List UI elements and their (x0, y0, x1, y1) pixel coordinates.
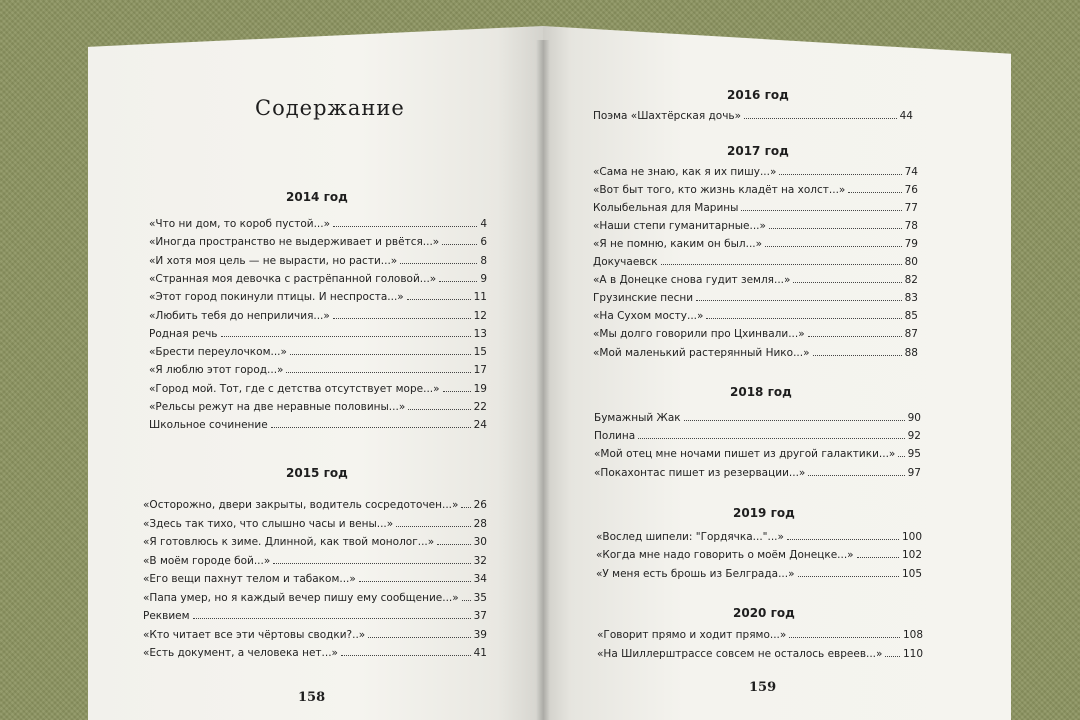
toc-entry-title: «Мы долго говорили про Цхинвали...» (593, 328, 805, 341)
dot-leader (798, 565, 899, 577)
dot-leader (684, 409, 905, 421)
toc-entry-title: «Наши степи гуманитарные...» (593, 220, 766, 233)
dot-leader (769, 217, 902, 229)
dot-leader (744, 107, 897, 119)
year-heading: 2016 год (727, 88, 789, 102)
toc-entry (149, 398, 487, 414)
toc-entry-title: «И хотя моя цель — не вырасти, но расти...» (149, 254, 398, 267)
toc-entry-title: «Когда мне надо говорить о моём Донецке...» (596, 549, 854, 562)
toc-entry-title: Реквием (143, 610, 190, 622)
toc-entry (149, 233, 487, 249)
toc-entry (594, 427, 921, 443)
toc-entry (149, 380, 487, 396)
dot-leader (273, 552, 470, 564)
dot-leader (789, 626, 900, 638)
toc-entry-title: «Странная моя девочка с растрёпанной головой...» (149, 272, 437, 285)
toc-entry-page: 26 (473, 499, 487, 511)
toc-entry-page: 83 (904, 292, 918, 305)
toc-entry-page: 77 (904, 202, 918, 215)
dot-leader (439, 270, 477, 282)
toc-entry-page: 110 (902, 647, 923, 660)
dot-leader (437, 533, 470, 545)
toc-entry-title: «Сама не знаю, как я их пишу...» (593, 166, 777, 178)
dot-leader (706, 307, 901, 319)
toc-entry-page: 41 (473, 647, 487, 659)
year-heading: 2020 год (733, 606, 795, 620)
toc-entry-page: 87 (904, 328, 918, 341)
dot-leader (359, 570, 471, 582)
toc-entry-page: 92 (907, 430, 921, 443)
toc-entry (593, 199, 918, 215)
toc-entry-page: 88 (904, 346, 918, 359)
toc-entry-page: 19 (473, 382, 487, 395)
dot-leader (813, 344, 902, 356)
toc-entry-page: 95 (907, 448, 921, 461)
dot-leader (787, 528, 899, 540)
toc-entry (143, 607, 487, 623)
toc-entry-title: «Я люблю этот город...» (149, 364, 284, 377)
toc-entry-title: «Мой отец мне ночами пишет из другой галактики...» (594, 448, 896, 461)
toc-entry (149, 343, 487, 359)
toc-entry (593, 344, 918, 360)
right-page-number: 159 (749, 680, 777, 695)
dot-leader (462, 589, 471, 601)
toc-entry (593, 163, 918, 179)
toc-entry-title: «Его вещи пахнут телом и табаком...» (143, 573, 356, 585)
toc-entry-title: «Есть документ, а человека нет...» (143, 647, 338, 659)
toc-entry-page: 79 (904, 238, 918, 251)
toc-entry-page: 78 (904, 220, 918, 233)
toc-entry (593, 235, 918, 251)
toc-entry (593, 307, 918, 323)
book-gutter (536, 40, 550, 720)
toc-entry (143, 589, 487, 605)
toc-entry-title: «Я не помню, каким он был...» (593, 238, 763, 251)
toc-entry-title: «На Шиллерштрассе совсем не осталось евреев...» (597, 647, 883, 660)
dot-leader (661, 253, 902, 265)
toc-entry (149, 361, 487, 377)
dot-leader (396, 515, 470, 527)
toc-entry (143, 533, 487, 549)
toc-entry-title: «Вослед шипели: "Гордячка..."...» (596, 531, 784, 543)
left-page-number: 158 (298, 690, 326, 705)
toc-entry (596, 546, 922, 562)
dot-leader (407, 288, 471, 300)
toc-entry-page: 30 (473, 536, 487, 548)
dot-leader (848, 181, 901, 193)
toc-entry-page: 74 (904, 166, 918, 178)
dot-leader (857, 546, 899, 558)
toc-entry (597, 626, 923, 642)
toc-entry-page: 6 (480, 236, 487, 249)
toc-entry (594, 409, 921, 425)
toc-entry-title: «Что ни дом, то короб пустой...» (149, 218, 331, 230)
toc-entry (149, 270, 487, 286)
toc-entry-page: 44 (899, 110, 913, 122)
toc-entry-page: 85 (904, 310, 918, 323)
dot-leader (461, 496, 470, 508)
dot-leader (885, 645, 900, 657)
toc-entry-title: «Папа умер, но я каждый вечер пишу ему сообщение...» (143, 591, 459, 604)
dot-leader (193, 607, 471, 619)
toc-entry-page: 105 (901, 567, 922, 580)
toc-entry (594, 445, 921, 461)
toc-entry (593, 107, 913, 123)
contents-title: Содержание (255, 96, 405, 120)
dot-leader (793, 271, 901, 283)
toc-entry (593, 289, 918, 305)
toc-entry (597, 645, 923, 661)
toc-entry-title: «Этот город покинули птицы. И неспроста...» (149, 291, 404, 304)
toc-entry (149, 416, 487, 432)
dot-leader (286, 361, 470, 373)
toc-entry-title: «Вот быт того, кто жизнь кладёт на холст...» (593, 184, 846, 197)
toc-entry-title: «Кто читает все эти чёртовы сводки?..» (143, 628, 366, 641)
toc-entry (593, 181, 918, 197)
dot-leader (443, 380, 471, 392)
year-heading: 2015 год (286, 466, 348, 480)
dot-leader (333, 307, 471, 319)
toc-entry (143, 552, 487, 568)
toc-entry-title: «Здесь так тихо, что слышно часы и вены...» (143, 517, 394, 530)
toc-entry-title: Бумажный Жак (594, 412, 681, 424)
toc-entry (593, 325, 918, 341)
toc-entry-page: 80 (904, 256, 918, 269)
toc-entry-title: «Я готовлюсь к зиме. Длинной, как твой монолог...» (143, 536, 435, 548)
toc-entry (149, 325, 487, 341)
dot-leader (290, 343, 471, 355)
toc-entry-page: 11 (473, 291, 487, 304)
toc-entry-page: 108 (902, 629, 923, 641)
dot-leader (779, 163, 901, 175)
toc-entry-title: Колыбельная для Марины (593, 202, 739, 215)
toc-entry-page: 100 (901, 531, 922, 543)
toc-entry-title: «Рельсы режут на две неравные половины...» (149, 401, 406, 413)
toc-entry-page: 28 (473, 517, 487, 530)
toc-entry-title: Докучаевск (593, 256, 658, 269)
toc-entry (594, 464, 921, 480)
toc-entry-page: 37 (473, 610, 487, 622)
year-heading: 2014 год (286, 190, 348, 204)
toc-entry-title: «А в Донецке снова гудит земля...» (593, 274, 791, 287)
toc-entry-page: 17 (473, 364, 487, 377)
toc-entry-page: 34 (473, 573, 487, 585)
toc-entry-page: 32 (473, 554, 487, 567)
toc-entry-title: «В моём городе бой...» (143, 554, 271, 567)
dot-leader (696, 289, 902, 301)
dot-leader (638, 427, 904, 439)
toc-entry-title: «На Сухом мосту...» (593, 310, 704, 323)
year-heading: 2017 год (727, 144, 789, 158)
toc-entry (143, 515, 487, 531)
toc-entry-title: Полина (594, 430, 636, 443)
dot-leader (333, 215, 477, 227)
toc-entry (596, 528, 922, 544)
toc-entry-page: 9 (480, 272, 487, 285)
toc-entry-title: «Осторожно, двери закрыты, водитель сосредоточен...» (143, 499, 459, 511)
toc-entry (143, 496, 487, 512)
dot-leader (341, 644, 471, 656)
toc-entry (149, 215, 487, 231)
year-heading: 2019 год (733, 506, 795, 520)
toc-entry-title: «Мой маленький растерянный Нико...» (593, 346, 810, 359)
dot-leader (898, 445, 904, 457)
toc-entry-title: «Говорит прямо и ходит прямо...» (597, 629, 787, 641)
dot-leader (408, 398, 470, 410)
toc-entry-page: 39 (473, 628, 487, 641)
toc-entry-page: 12 (473, 309, 487, 322)
toc-entry-page: 76 (904, 184, 918, 197)
toc-entry (149, 252, 487, 268)
toc-entry-page: 15 (473, 346, 487, 359)
toc-entry (143, 626, 487, 642)
toc-entry-page: 35 (473, 591, 487, 604)
dot-leader (271, 416, 471, 428)
toc-entry (149, 288, 487, 304)
toc-entry-page: 97 (907, 466, 921, 479)
toc-entry (596, 565, 922, 581)
toc-entry-page: 13 (473, 327, 487, 340)
toc-entry-page: 8 (480, 254, 487, 267)
dot-leader (221, 325, 471, 337)
toc-entry-title: «У меня есть брошь из Белграда...» (596, 567, 795, 580)
toc-entry-title: Школьное сочинение (149, 419, 268, 432)
toc-entry (593, 253, 918, 269)
toc-entry-page: 4 (480, 218, 487, 230)
dot-leader (765, 235, 902, 247)
year-heading: 2018 год (730, 385, 792, 399)
toc-entry (143, 570, 487, 586)
toc-entry-title: Поэма «Шахтёрская дочь» (593, 110, 742, 122)
dot-leader (442, 233, 477, 245)
toc-entry-title: «Любить тебя до неприличия...» (149, 309, 330, 322)
toc-entry-title: Родная речь (149, 327, 218, 340)
toc-entry-page: 102 (901, 549, 922, 562)
toc-entry (149, 307, 487, 323)
toc-entry-page: 90 (907, 412, 921, 424)
dot-leader (808, 325, 902, 337)
dot-leader (400, 252, 477, 264)
dot-leader (808, 464, 904, 476)
toc-entry-title: «Город мой. Тот, где с детства отсутствует море...» (149, 382, 440, 395)
toc-entry-title: «Покахонтас пишет из резервации...» (594, 466, 806, 479)
dot-leader (368, 626, 470, 638)
toc-entry-title: «Иногда пространство не выдерживает и рвётся...» (149, 236, 440, 249)
toc-entry (593, 271, 918, 287)
dot-leader (741, 199, 901, 211)
toc-entry-title: Грузинские песни (593, 292, 694, 305)
toc-entry-page: 22 (473, 401, 487, 413)
toc-entry-page: 24 (473, 419, 487, 432)
toc-entry (143, 644, 487, 660)
toc-entry-title: «Брести переулочком...» (149, 346, 287, 359)
toc-entry-page: 82 (904, 274, 918, 287)
toc-entry (593, 217, 918, 233)
